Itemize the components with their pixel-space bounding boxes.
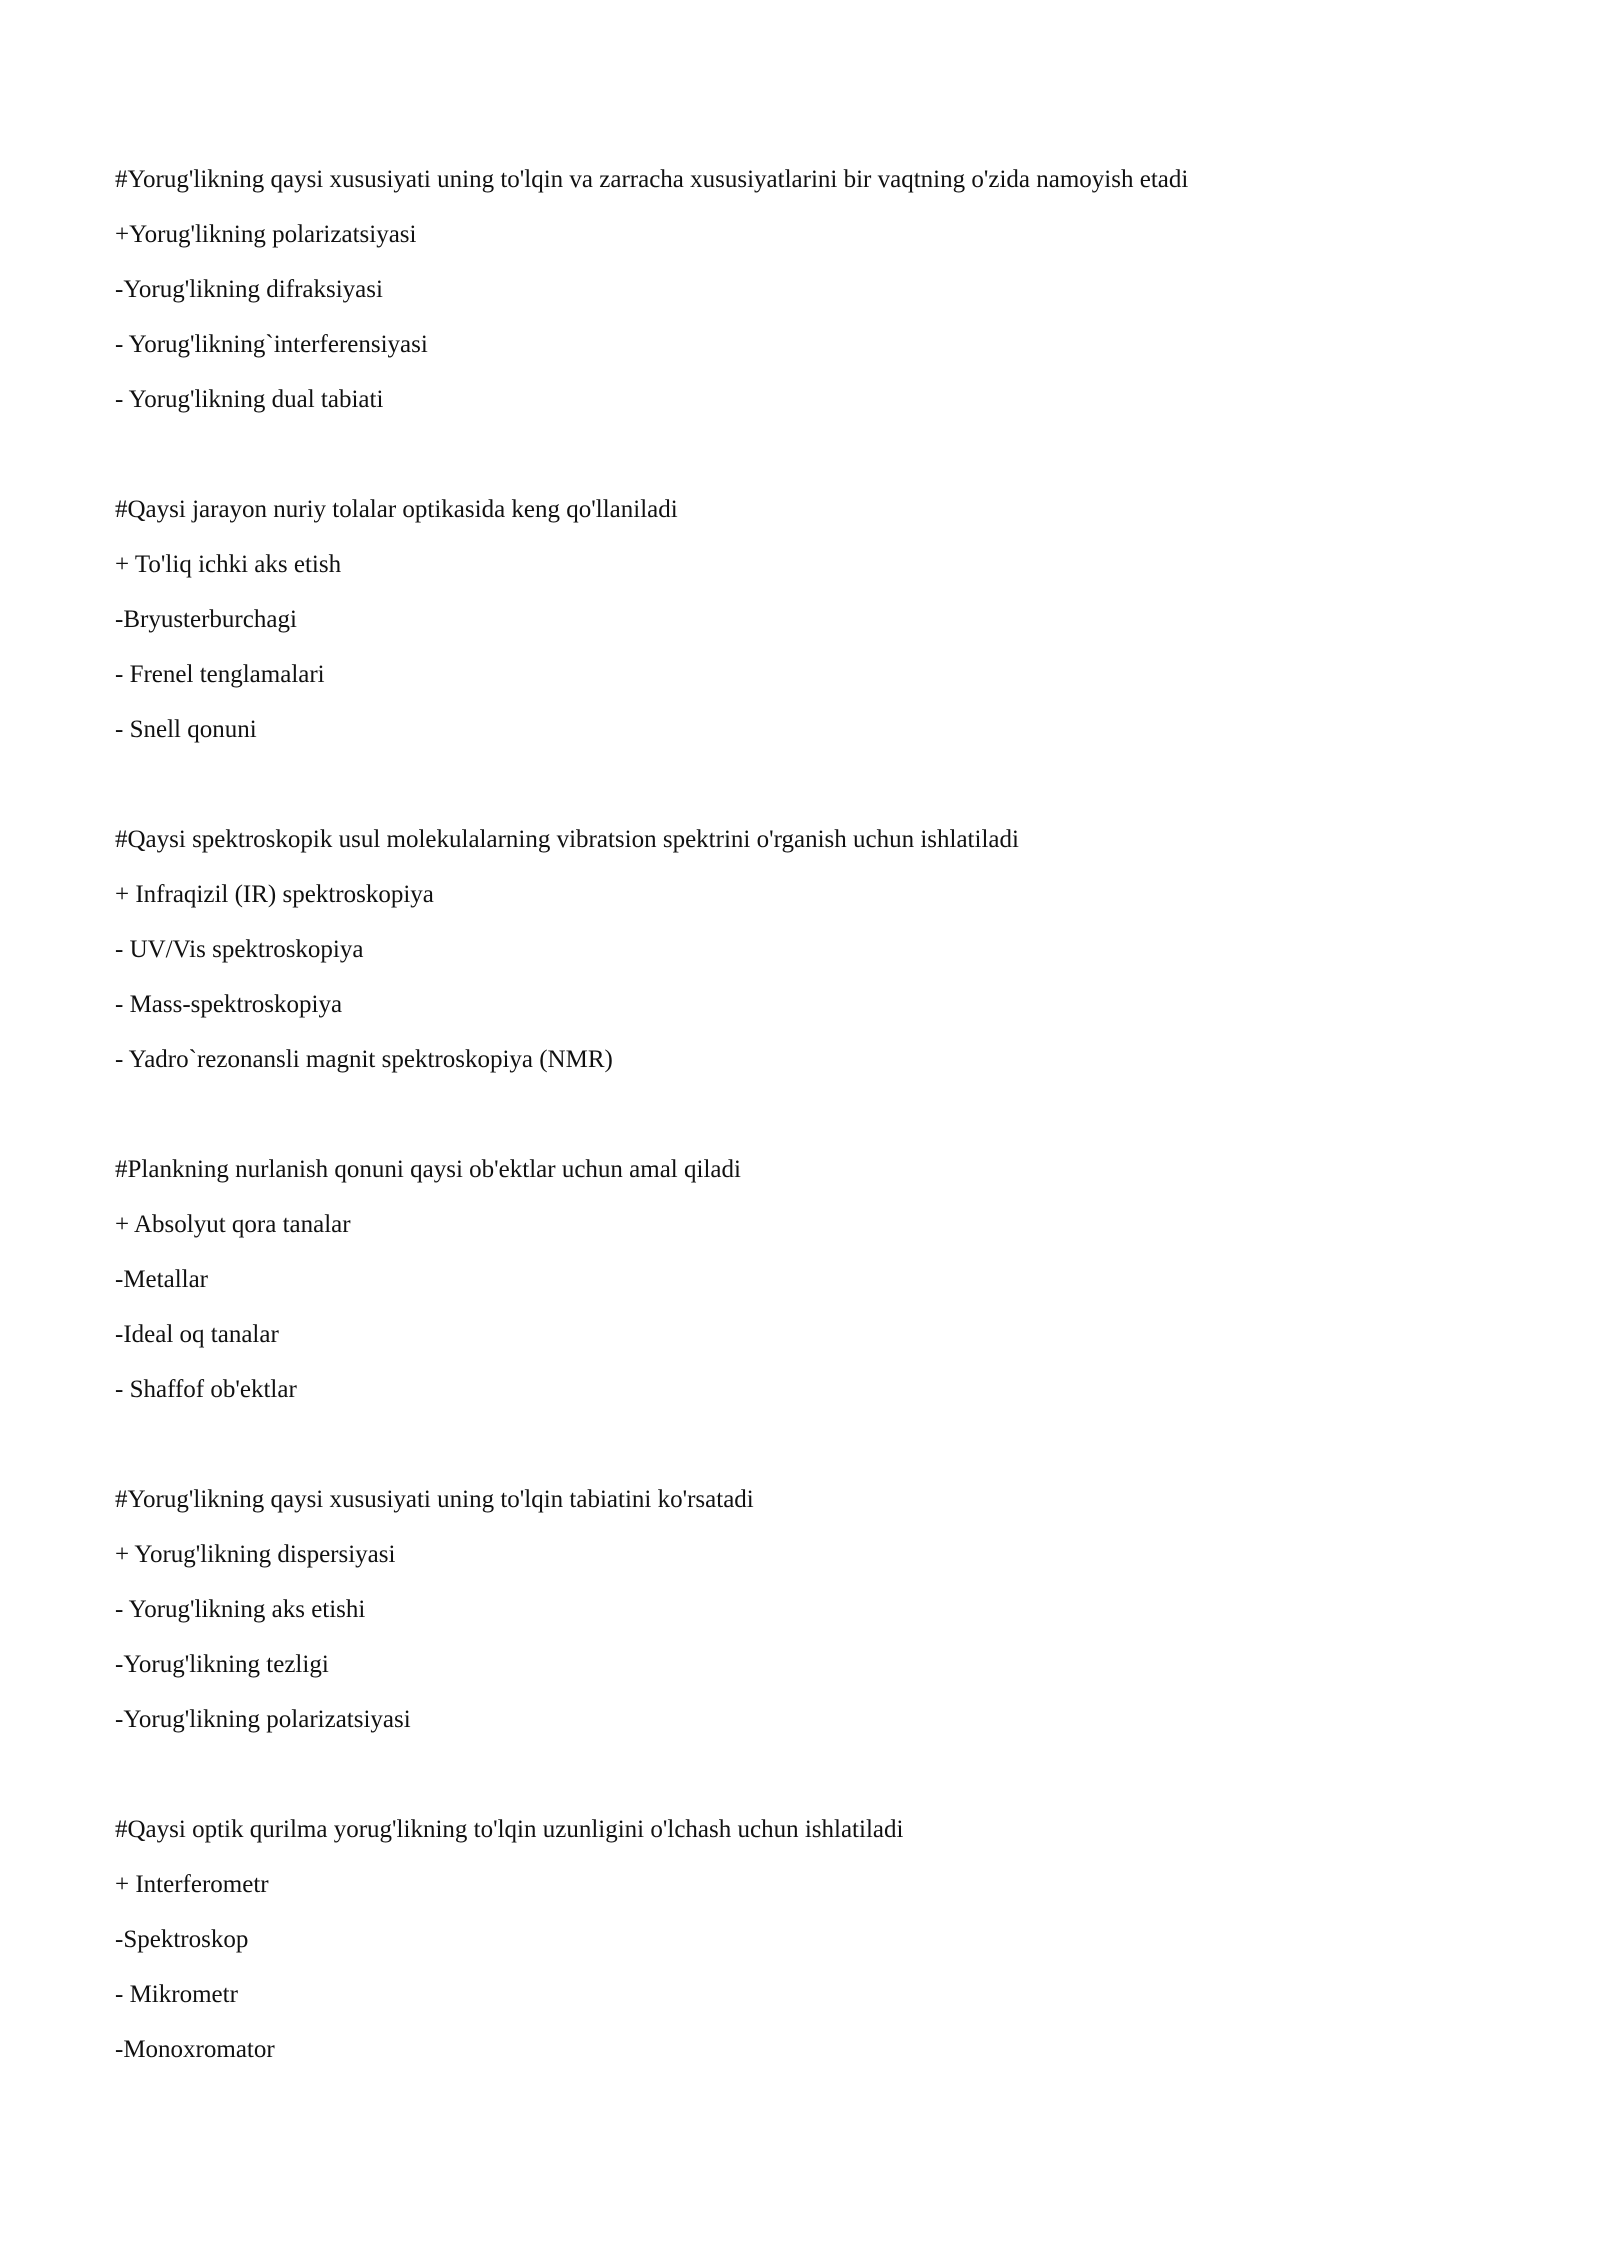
question-text: #Qaysi jarayon nuriy tolalar optikasida keng qo'llaniladi [115, 496, 678, 523]
question-block-4 [115, 1142, 1515, 1417]
answer-option: + Absolyut qora tanalar [115, 1211, 351, 1238]
answer-option: + Infraqizil (IR) spektroskopiya [115, 881, 434, 908]
document-content [115, 152, 1515, 2132]
question-block-3 [115, 812, 1515, 1087]
question-text: #Qaysi spektroskopik usul molekulalarning vibratsion spektrini o'rganish uchun ishlatiladi [115, 826, 1019, 853]
answer-option: - Yorug'likning`interferensiyasi [115, 331, 428, 358]
answer-option: -Spektroskop [115, 1926, 249, 1953]
answer-option: - Yadro`rezonansli magnit spektroskopiya (NMR) [115, 1046, 613, 1073]
answer-option: -Metallar [115, 1266, 209, 1293]
question-text: #Yorug'likning qaysi xususiyati uning to'lqin tabiatini ko'rsatadi [115, 1486, 754, 1513]
answer-option: +Yorug'likning polarizatsiyasi [115, 221, 417, 248]
answer-option: -Yorug'likning difraksiyasi [115, 276, 383, 303]
answer-option: - UV/Vis spektroskopiya [115, 936, 364, 963]
answer-option: + Yorug'likning dispersiyasi [115, 1541, 396, 1568]
answer-option: - Yorug'likning aks etishi [115, 1596, 366, 1623]
answer-option: - Frenel tenglamalari [115, 661, 325, 688]
answer-option: -Ideal oq tanalar [115, 1321, 279, 1348]
answer-option: -Monoxromator [115, 2036, 275, 2063]
answer-option: - Mikrometr [115, 1981, 238, 2008]
answer-option: -Yorug'likning tezligi [115, 1651, 329, 1678]
question-block-1 [115, 152, 1515, 427]
answer-option: - Mass-spektroskopiya [115, 991, 343, 1018]
question-block-5 [115, 1472, 1515, 1747]
question-text: #Plankning nurlanish qonuni qaysi ob'ektlar uchun amal qiladi [115, 1156, 741, 1183]
answer-option: -Yorug'likning polarizatsiyasi [115, 1706, 411, 1733]
answer-option: - Yorug'likning dual tabiati [115, 386, 384, 413]
answer-option: + Interferometr [115, 1871, 269, 1898]
question-text: #Qaysi optik qurilma yorug'likning to'lqin uzunligini o'lchash uchun ishlatiladi [115, 1816, 904, 1843]
question-block-2 [115, 482, 1515, 757]
answer-option: - Shaffof ob'ektlar [115, 1376, 297, 1403]
answer-option: -Bryusterburchagi [115, 606, 297, 633]
question-text: #Yorug'likning qaysi xususiyati uning to'lqin va zarracha xususiyatlarini bir vaqtning o'zida namoyish etadi [115, 166, 1189, 193]
question-block-6 [115, 1802, 1515, 2077]
answer-option: - Snell qonuni [115, 716, 257, 743]
answer-option: + To'liq ichki aks etish [115, 551, 342, 578]
